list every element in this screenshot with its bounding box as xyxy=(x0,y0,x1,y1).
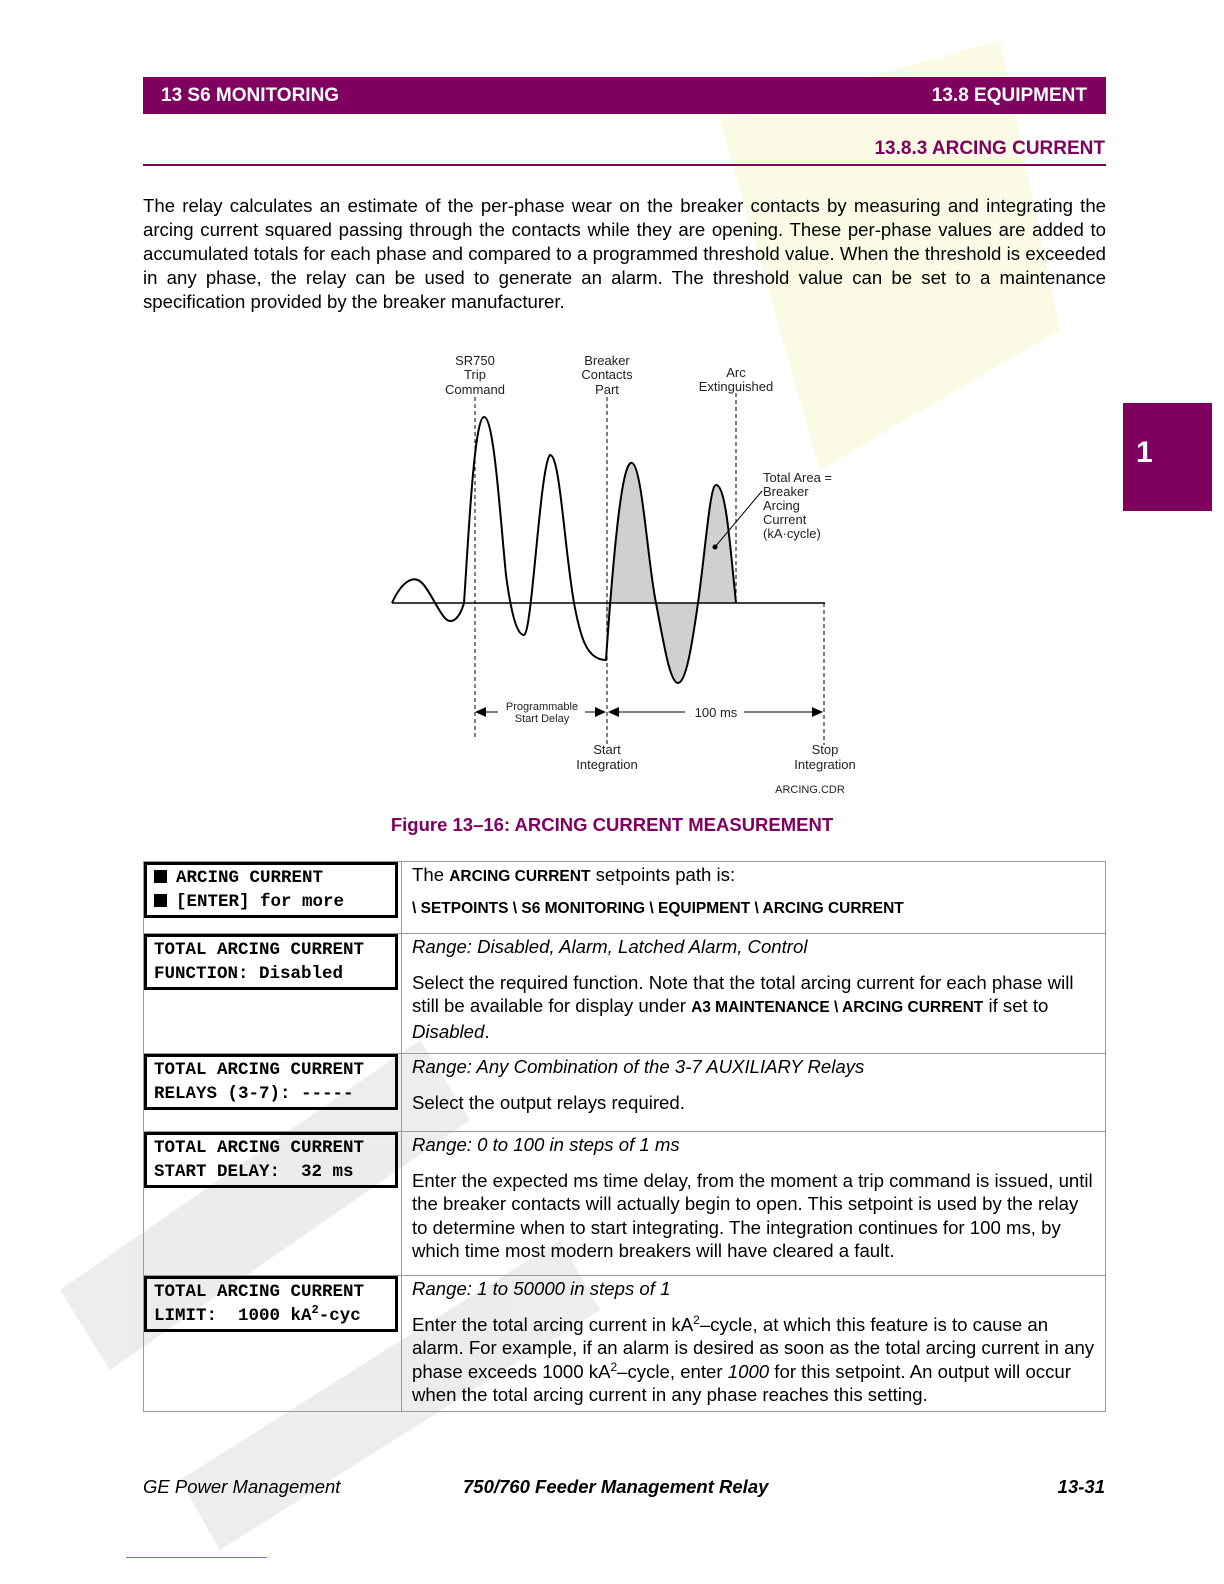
table-row xyxy=(144,1276,1106,1412)
trip-label-3: Command xyxy=(445,382,505,397)
stop-label-2: Integration xyxy=(794,757,856,772)
lcd-line-2: FUNCTION: Disabled xyxy=(154,964,344,984)
part-label-2: Contacts xyxy=(581,367,633,382)
row-description: The ARCING CURRENT setpoints path is: xyxy=(412,864,736,885)
chapter-tab-label: 1 xyxy=(1136,436,1153,469)
trip-label-1: SR750 xyxy=(455,353,495,368)
delay-label-2: Start Delay xyxy=(514,713,570,725)
lcd-line-2: LIMIT: 1000 kA xyxy=(154,1306,312,1326)
range-text: Range: 1 to 50000 in steps of 1 xyxy=(412,1278,671,1299)
lcd-line-2: START DELAY: 32 ms xyxy=(154,1162,354,1182)
lcd-line-2: RELAYS (3-7): ----- xyxy=(154,1084,354,1104)
window-label: 100 ms xyxy=(694,705,738,720)
setpoints-path: \ SETPOINTS \ S6 MONITORING \ EQUIPMENT \ ARCING CURRENT xyxy=(412,899,904,917)
footer-page-number: 13-31 xyxy=(1057,1476,1105,1497)
lcd-display xyxy=(144,934,398,990)
row-description: Select the required function. Note that the total arcing current for each phase will still be available for display under A3 MAINTENANCE \ ARCING CURRENT if set to Disabled. xyxy=(412,971,1074,1042)
lcd-display xyxy=(144,1132,398,1188)
lcd-line-1: TOTAL ARCING CURRENT xyxy=(154,940,365,960)
setpoints-table xyxy=(143,861,1106,1412)
header-section: 13.8 EQUIPMENT xyxy=(931,85,1087,106)
arc-label-1: Arc xyxy=(726,365,746,380)
arc-label-2: Extinguished xyxy=(698,379,774,394)
table-row xyxy=(144,862,1106,934)
delay-label-1: Programmable xyxy=(505,701,579,713)
chapter-tab xyxy=(1123,403,1212,511)
figure-caption: Figure 13–16: ARCING CURRENT MEASUREMENT xyxy=(390,814,834,835)
lcd-line-1: ARCING CURRENT xyxy=(176,868,324,888)
row-description: Enter the total arcing current in $kA^2$–cycle, at which this feature is to cause an alarm. For example, if an alarm is desired as soon as the total arcing current in any phase exceeds 1000 $kA^2$–cycle, enter 1000 for this setpoint. An output will occur when the total arcing current in any phase reaches this setting. xyxy=(412,1312,1095,1405)
start-label-2: Integration xyxy=(576,757,638,772)
square-bullet-icon xyxy=(154,894,167,907)
row-description: Enter the expected ms time delay, from the moment a trip command is issued, until the breaker contacts will actually begin to open. This setpoint is used by the relay to determine when to start integrating. The integration continues for 100 ms, by which time most modern breakers will have cleared a fault. xyxy=(412,1169,1093,1261)
lcd-line-1: TOTAL ARCING CURRENT xyxy=(154,1282,365,1302)
header-bar xyxy=(143,77,1106,114)
area-label-3: Arcing xyxy=(763,498,800,513)
area-label-4: Current xyxy=(763,512,807,527)
footer-link-underline xyxy=(126,1557,267,1558)
table-row xyxy=(144,1054,1106,1132)
part-label-1: Breaker xyxy=(584,353,630,368)
section-divider xyxy=(143,164,1106,166)
table-row xyxy=(144,934,1106,1054)
lcd-line-1: TOTAL ARCING CURRENT xyxy=(154,1060,365,1080)
area-label-2: Breaker xyxy=(763,484,809,499)
section-title: 13.8.3 ARCING CURRENT xyxy=(874,138,1105,159)
header-chapter: 13 S6 MONITORING xyxy=(161,85,340,106)
range-text: Range: Disabled, Alarm, Latched Alarm, Control xyxy=(412,936,808,957)
square-bullet-icon xyxy=(154,870,167,883)
range-text: Range: Any Combination of the 3-7 AUXILIARY Relays xyxy=(412,1056,865,1077)
trip-label-2: Trip xyxy=(464,367,486,382)
area-label-1: Total Area = xyxy=(763,470,833,485)
footer-company: GE Power Management xyxy=(143,1476,341,1497)
arcing-figure xyxy=(380,345,880,805)
part-label-3: Part xyxy=(595,382,619,397)
row-description: Select the output relays required. xyxy=(412,1091,685,1113)
lcd-display xyxy=(144,1054,398,1110)
range-text: Range: 0 to 100 in steps of 1 ms xyxy=(412,1134,680,1155)
start-label-1: Start xyxy=(593,742,621,757)
lcd-display xyxy=(144,862,398,918)
lcd-display: TOTAL ARCING CURRENT LIMIT: 1000 $kA^2$-cyc xyxy=(144,1276,398,1332)
lcd-line-1: TOTAL ARCING CURRENT xyxy=(154,1138,365,1158)
footer-product: 750/760 Feeder Management Relay xyxy=(463,1476,769,1497)
area-label-5: (kA·cycle) xyxy=(763,526,821,541)
stop-label-1: Stop xyxy=(811,742,839,757)
table-row xyxy=(144,1132,1106,1276)
arc-area xyxy=(606,463,736,683)
figure-filename: ARCING.CDR xyxy=(775,784,845,796)
lcd-line-2: [ENTER] for more xyxy=(176,892,345,912)
intro-paragraph: The relay calculates an estimate of the per-phase wear on the breaker contacts by measuring and integrating the arcing current squared passing through the contacts while they are opening. These per-phase values are added to accumulated totals for each phase and compared to a programmed threshold value. When the threshold is exceeded in any phase, the relay can be used to generate an alarm. The threshold value can be set to a maintenance specification provided by the breaker manufacturer. xyxy=(143,195,1106,312)
